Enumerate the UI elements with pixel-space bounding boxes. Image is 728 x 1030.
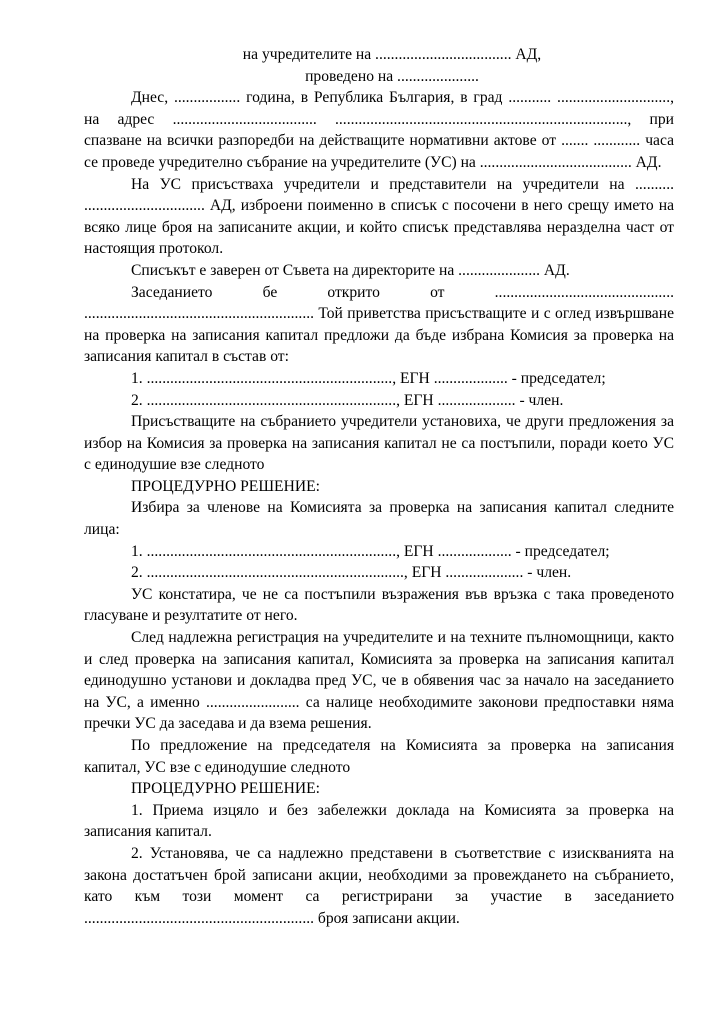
- paragraph-opening: Днес, ................. година, в Република България, в град ........... ............................., на адрес ..................................... ..........................................................................., при спазване на всички разпоредби на действащите нормативни актове от ....... ............ часа се проведе учредително събрание на учредителите (УС) на ....................................... АД.: [84, 89, 674, 171]
- paragraph-decision-2: 2. Установява, че са надлежно представени в съответствие с изискванията на закона достатъчен брой записани акции, необходими за провеждането на събранието, като към този момент са регистрирани за участие в заседанието ........................................................... броя записани акции.: [84, 844, 674, 927]
- paragraph-nominee-1: 1. ..............................................................., ЕГН ................... - председател;: [131, 369, 606, 387]
- paragraph-member-2: 2. .................................................................., ЕГН .................... - член.: [131, 564, 572, 582]
- paragraph-member-1: 1. ................................................................, ЕГН ................... - председател;: [131, 542, 610, 560]
- paragraph-quorum-report: След надлежна регистрация на учредителите и на техните пълномощници, както и след проверка на записания капитал, Комисията за проверка на записания капитал единодушно установи и докладва пред УС, че в обявения час за начало на заседанието на УС, а именно ........................ са налице необходимите законови предпоставки няма пречки УС да заседава и да взема решения.: [84, 629, 674, 733]
- paragraph-decision-1: 1. Приема изцяло и без забележки доклада на Комисията за проверка на записания капитал.: [84, 801, 674, 841]
- paragraph-elects-members: Избира за членове на Комисията за проверка на записания капитал следните лица:: [84, 499, 674, 539]
- paragraph-no-objections: УС констатира, че не са постъпили възражения във връзка с така проведеното гласуване и резултатите от него.: [84, 585, 674, 625]
- header-line-1: на учредителите на ................................... АД,: [242, 46, 542, 63]
- paragraph-chair-proposal: По предложение на председателя на Комисията за проверка на записания капитал, УС взе с единодушие следното: [84, 737, 674, 776]
- paragraph-list-certified: Списъкът е заверен от Съвета на директорите на ..................... АД.: [131, 261, 570, 279]
- procedural-decision-heading-2: ПРОЦЕДУРНО РЕШЕНИЕ:: [131, 780, 320, 798]
- paragraph-nominee-2: 2. ................................................................, ЕГН .................... - член.: [131, 391, 564, 409]
- paragraph-session-opened: Заседанието бе открито от .............................................. ........................................................... Той приветства присъстващите и с оглед извършване на проверка на записания капитал предложи да бъде избрана Комисия за проверка на записания капитал в състав от:: [84, 283, 674, 366]
- paragraph-no-other-proposals: Присъстващите на събранието учредители установиха, че други предложения за избор на Комисия за проверка на записания капитал не са постъпили, поради което УС с единодушие взе следното: [84, 413, 674, 474]
- procedural-decision-heading-1: ПРОЦЕДУРНО РЕШЕНИЕ:: [131, 477, 320, 495]
- paragraph-attendees: На УС присъстваха учредители и представители на учредители на .......... ............................... АД, изброени поименно в списък с посочени в него срещу името на всяко лице броя на записаните акции, и който списък представлява неразделна част от настоящия протокол.: [84, 175, 674, 258]
- header-line-2: проведено на .....................: [305, 67, 479, 85]
